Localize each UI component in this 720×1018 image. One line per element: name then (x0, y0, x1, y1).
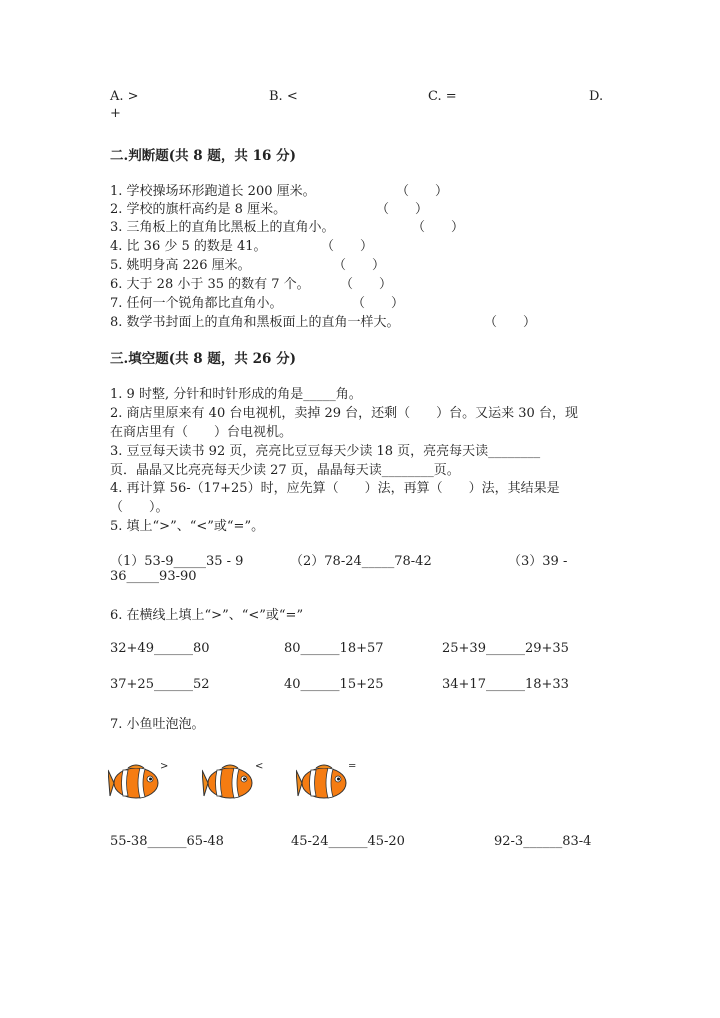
judge-item-4: 4. 比 36 少 5 的数是 41。 (110, 239, 267, 254)
bubble-symbol-2: < (255, 761, 264, 772)
judge-paren-1[interactable]: （ ） (396, 184, 449, 199)
q6-cell-2-2: 40______15+25 (284, 677, 384, 692)
q6-cell-1-3: 25+39______29+35 (442, 641, 569, 656)
choice-d-symbol: + (110, 106, 121, 121)
q5-part-3: （3）39 - (508, 554, 568, 569)
q5-part-2: （2）78-24_____78-42 (290, 554, 432, 569)
fill-q4-line2: （ ）。 (110, 500, 169, 515)
fill-q2-line2: 在商店里有（ ）台电视机。 (110, 425, 293, 440)
q7-cell-2: 45-24______45-20 (291, 834, 405, 849)
fill-q3-line1: 3. 豆豆每天读书 92 页，亮亮比豆豆每天少读 18 页，亮亮每天读________ (110, 444, 541, 459)
judge-paren-8[interactable]: （ ） (484, 315, 537, 330)
choice-b: B. < (269, 89, 298, 104)
fill-q2-line1: 2. 商店里原来有 40 台电视机，卖掉 29 台，还剩（ ）台。又运来 30 台，现 (110, 406, 578, 421)
judge-item-3: 3. 三角板上的直角比黑板上的直角小。 (110, 220, 335, 235)
q6-cell-2-1: 37+25______52 (110, 677, 210, 692)
judge-paren-2[interactable]: （ ） (376, 202, 429, 217)
q5-part-3-cont: 36_____93-90 (110, 569, 197, 584)
section-2-heading: 二.判断题(共 8 题，共 16 分) (110, 148, 296, 164)
fill-q3-line2: 页．晶晶又比亮亮每天少读 27 页，晶晶每天读________页。 (110, 463, 460, 478)
judge-item-1: 1. 学校操场环形跑道长 200 厘米。 (110, 184, 316, 199)
judge-item-2: 2. 学校的旗杆高约是 8 厘米。 (110, 202, 287, 217)
choice-a: A. > (110, 89, 139, 104)
judge-item-8: 8. 数学书封面上的直角和黑板面上的直角一样大。 (110, 315, 400, 330)
fill-q6: 6. 在横线上填上“>”、“<”或“=” (110, 608, 304, 623)
q6-cell-1-1: 32+49______80 (110, 641, 210, 656)
q5-part-1: （1）53-9_____35 - 9 (110, 554, 244, 569)
choice-d: D. (589, 89, 604, 104)
q6-cell-1-2: 80______18+57 (284, 641, 384, 656)
fill-q1: 1. 9 时整, 分针和时针形成的角是_____角。 (110, 387, 362, 402)
q6-cell-2-3: 34+17______18+33 (442, 677, 569, 692)
judge-item-7: 7. 任何一个锐角都比直角小。 (110, 296, 283, 311)
judge-item-5: 5. 姚明身高 226 厘米。 (110, 258, 251, 273)
section-3-heading: 三.填空题(共 8 题，共 26 分) (110, 351, 296, 367)
judge-item-6: 6. 大于 28 小于 35 的数有 7 个。 (110, 277, 310, 292)
q7-cell-3: 92-3______83-4 (494, 834, 592, 849)
judge-paren-6[interactable]: （ ） (340, 277, 393, 292)
q7-cell-1: 55-38______65-48 (110, 834, 224, 849)
choice-c: C. = (428, 89, 457, 104)
fill-q5: 5. 填上“>”、“<”或“=”。 (110, 519, 265, 534)
judge-paren-7[interactable]: （ ） (352, 296, 405, 311)
fill-q4-line1: 4. 再计算 56-（17+25）时，应先算（ ）法，再算（ ）法，其结果是 (110, 481, 560, 496)
bubble-symbol-3: = (348, 761, 357, 772)
fill-q7: 7. 小鱼吐泡泡。 (110, 717, 205, 732)
judge-paren-5[interactable]: （ ） (333, 258, 386, 273)
judge-paren-4[interactable]: （ ） (321, 239, 374, 254)
judge-paren-3[interactable]: （ ） (412, 220, 465, 235)
bubble-symbol-1: > (160, 761, 169, 772)
